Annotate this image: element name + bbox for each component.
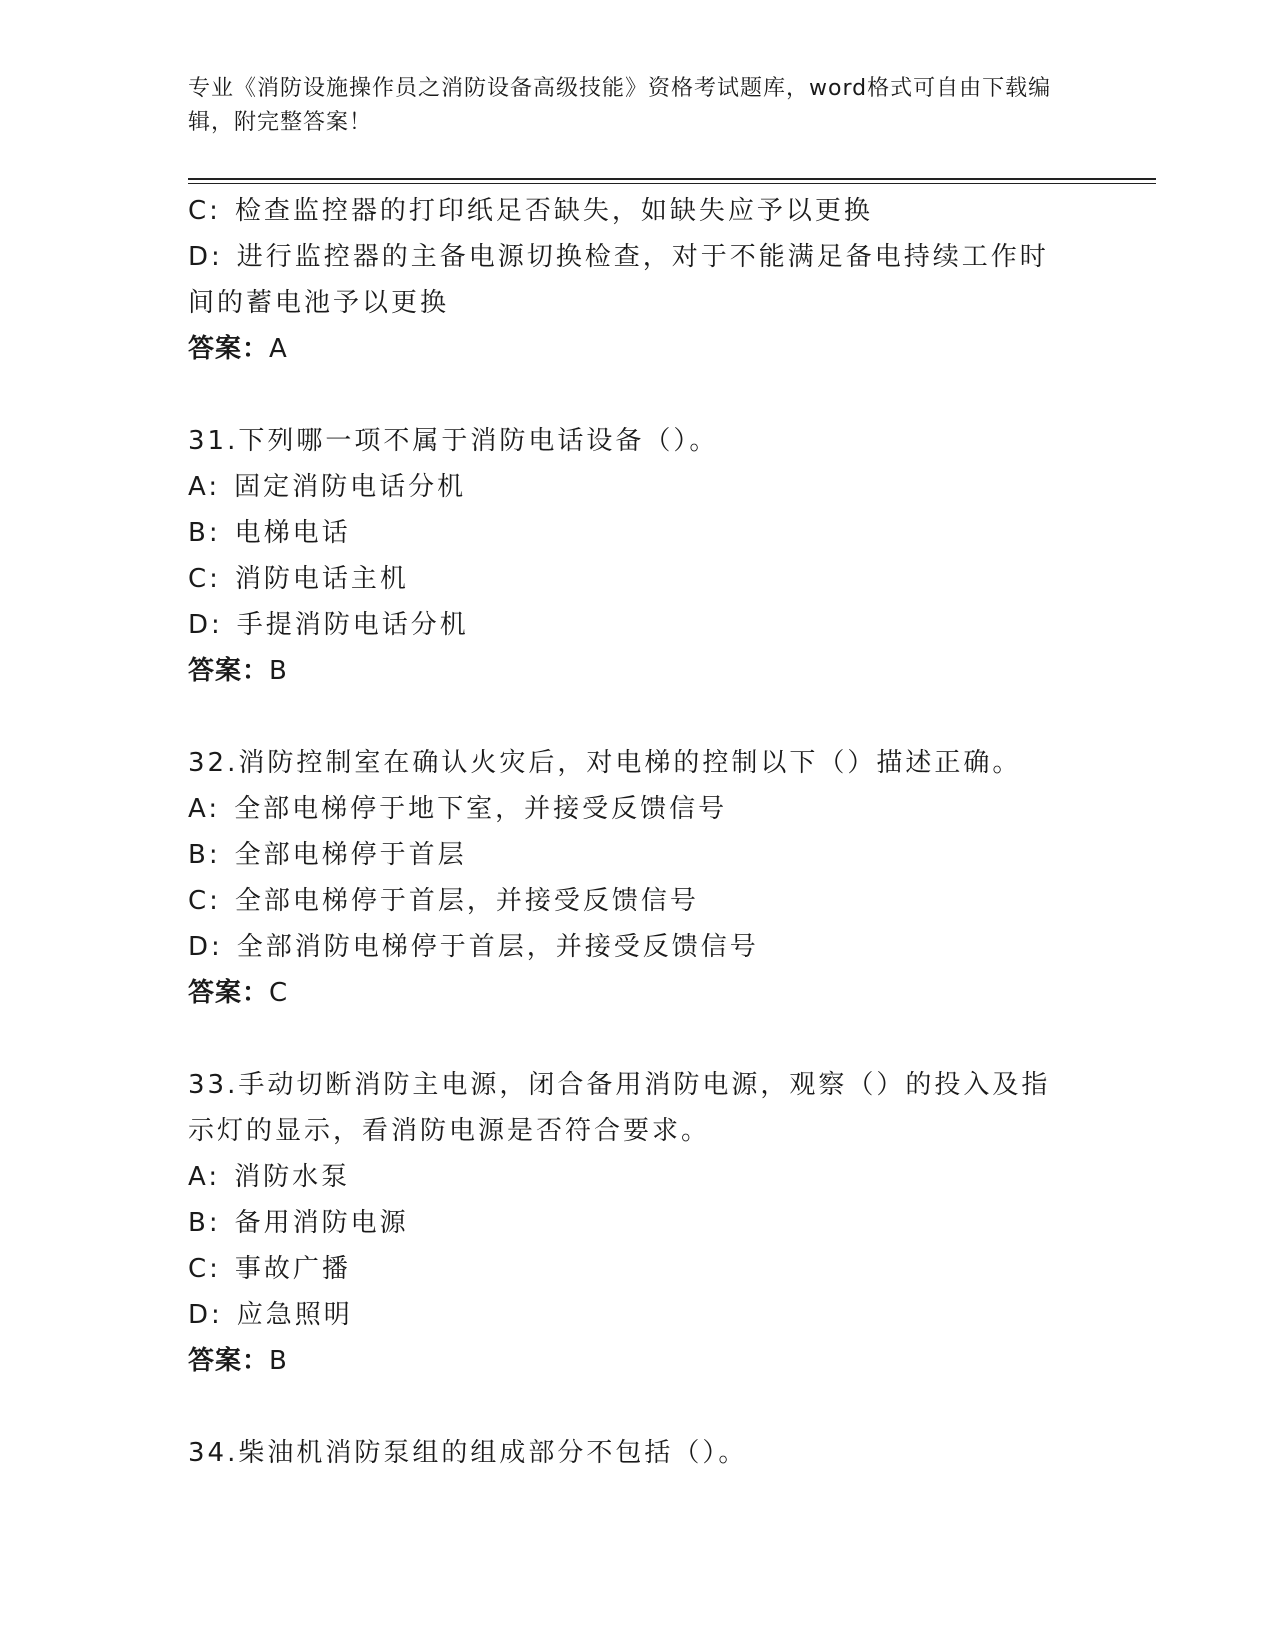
answer-label: 答案： bbox=[188, 1346, 270, 1376]
option-text: 检查监控器的打印纸足否缺失，如缺失应予以更换 bbox=[234, 196, 873, 226]
answer-label: 答案： bbox=[188, 978, 270, 1008]
answer-value: C bbox=[269, 978, 289, 1008]
option-text: 事故广播 bbox=[234, 1254, 351, 1284]
answer-label: 答案： bbox=[188, 656, 270, 686]
option-a bbox=[188, 464, 1068, 510]
document-header: 专业《消防设施操作员之消防设备高级技能》资格考试题库，word格式可自由下载编辑，附完整答案！ bbox=[188, 76, 1052, 135]
option-text: 全部电梯停于地下室，并接受反馈信号 bbox=[234, 794, 728, 824]
option-text: 消防水泵 bbox=[234, 1162, 351, 1192]
prev-question-tail bbox=[188, 188, 1068, 372]
option-label: B: bbox=[188, 518, 221, 548]
option-label: A: bbox=[188, 1162, 221, 1192]
option-label: C: bbox=[188, 1254, 221, 1284]
answer-label: 答案： bbox=[188, 334, 270, 364]
option-c bbox=[188, 1246, 1068, 1292]
option-d bbox=[188, 602, 1068, 648]
option-text: 固定消防电话分机 bbox=[234, 472, 467, 502]
option-a bbox=[188, 786, 1068, 832]
option-b bbox=[188, 832, 1068, 878]
header-rule-thin bbox=[188, 183, 1156, 184]
option-d bbox=[188, 924, 1068, 970]
answer-line bbox=[188, 1338, 1068, 1384]
option-label: D: bbox=[188, 1300, 223, 1330]
answer-line bbox=[188, 648, 1068, 694]
answer-line bbox=[188, 970, 1068, 1016]
answer-line bbox=[188, 326, 1068, 372]
answer-value: B bbox=[269, 656, 288, 686]
option-text: 应急照明 bbox=[236, 1300, 353, 1330]
question-33 bbox=[188, 1062, 1068, 1384]
option-text: 备用消防电源 bbox=[234, 1208, 409, 1238]
option-text: 全部消防电梯停于首层，并接受反馈信号 bbox=[236, 932, 759, 962]
option-a bbox=[188, 1154, 1068, 1200]
question-stem: 33.手动切断消防主电源，闭合备用消防电源，观察（）的投入及指示灯的显示，看消防电源是否符合要求。 bbox=[188, 1070, 1051, 1146]
option-text: 消防电话主机 bbox=[234, 564, 409, 594]
question-content bbox=[188, 188, 1068, 1476]
option-c bbox=[188, 188, 1068, 234]
option-text: 手提消防电话分机 bbox=[236, 610, 469, 640]
question-34 bbox=[188, 1430, 1068, 1476]
option-label: B: bbox=[188, 1208, 221, 1238]
option-label: A: bbox=[188, 794, 221, 824]
option-label: D: bbox=[188, 242, 223, 272]
question-stem: 31.下列哪一项不属于消防电话设备（）。 bbox=[188, 426, 719, 456]
option-label: B: bbox=[188, 840, 221, 870]
option-text: 进行监控器的主备电源切换检查，对于不能满足备电持续工作时间的蓄电池予以更换 bbox=[188, 242, 1049, 318]
option-label: A: bbox=[188, 472, 221, 502]
option-label: D: bbox=[188, 932, 223, 962]
question-stem: 34.柴油机消防泵组的组成部分不包括（）。 bbox=[188, 1438, 748, 1468]
option-text: 全部电梯停于首层 bbox=[234, 840, 467, 870]
option-text: 全部电梯停于首层，并接受反馈信号 bbox=[234, 886, 699, 916]
question-31 bbox=[188, 418, 1068, 694]
option-c bbox=[188, 878, 1068, 924]
question-stem: 32.消防控制室在确认火灾后，对电梯的控制以下（）描述正确。 bbox=[188, 748, 1022, 778]
answer-value: A bbox=[269, 334, 288, 364]
option-label: C: bbox=[188, 886, 221, 916]
header-rule-thick bbox=[188, 178, 1156, 180]
question-32 bbox=[188, 740, 1068, 1016]
option-b bbox=[188, 1200, 1068, 1246]
option-d bbox=[188, 234, 1068, 326]
option-b bbox=[188, 510, 1068, 556]
option-label: C: bbox=[188, 196, 221, 226]
option-c bbox=[188, 556, 1068, 602]
option-text: 电梯电话 bbox=[234, 518, 351, 548]
answer-value: B bbox=[269, 1346, 288, 1376]
option-d bbox=[188, 1292, 1068, 1338]
option-label: D: bbox=[188, 610, 223, 640]
option-label: C: bbox=[188, 564, 221, 594]
